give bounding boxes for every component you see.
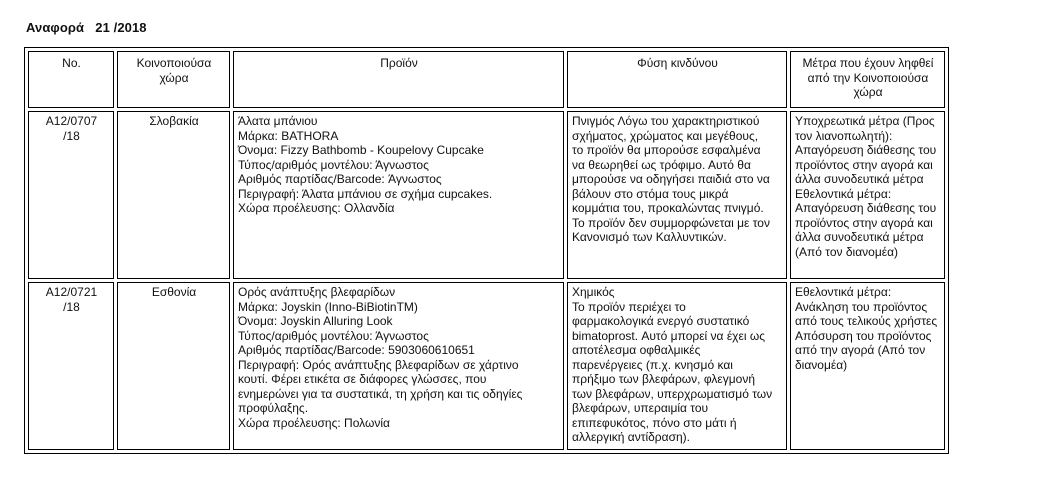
header-risk-nature: Φύση κινδύνου	[567, 51, 787, 108]
cell-notification-number: A12/0707 /18	[28, 111, 114, 279]
cell-risk-description: Πνιγμός Λόγω του χαρακτηριστικού σχήματος, χρώματος και μεγέθους, το προϊόν θα μπορούσε εσφαλμένα να θεωρηθεί ως τρόφιμο. Αυτό θα μπορούσε να οδηγήσει παιδιά στο να βάλουν στο στόμα τους μικρά κομμάτια του, προκαλώντας πνιγμό. Το προϊόν δεν συμμορφώνεται με τον Κανονισμό των Καλλυντικών.	[567, 111, 787, 279]
cell-notifying-country: Σλοβακία	[117, 111, 230, 279]
table-row	[28, 282, 945, 450]
table-header-row	[28, 51, 945, 108]
cell-notification-number: A12/0721 /18	[28, 282, 114, 450]
header-no: No.	[28, 51, 114, 108]
cell-measures-taken: Εθελοντικά μέτρα: Ανάκληση του προϊόντος από τους τελικούς χρήστες Απόσυρση του προϊόντος από την αγορά (Από τον διανομέα)	[790, 282, 945, 450]
cell-notifying-country: Εσθονία	[117, 282, 230, 450]
cell-measures-taken: Υποχρεωτικά μέτρα (Προς τον λιανοπωλητή): Απαγόρευση διάθεσης του προϊόντος στην αγορά και άλλα συνοδευτικά μέτρα Εθελοντικά μέτρα: Απαγόρευση διάθεσης του προϊόντος στην αγορά και άλλα συνοδευτικά μέτρα (Από τον διανομέα)	[790, 111, 945, 279]
rapex-report-table	[24, 47, 949, 454]
report-title: Αναφορά 21 /2018	[26, 20, 147, 35]
cell-product-description: Ορός ανάπτυξης βλεφαρίδων Μάρκα: Joyskin (Inno-BiBiotinTM) Όνομα: Joyskin Alluring Look Τύπος/αριθμός μοντέλου: Άγνωστος Αριθμός παρτίδας/Barcode: 5903060610651 Περιγραφή: Ορός ανάπτυξης βλεφαρίδων σε χάρτινο κουτί. Φέρει ετικέτα σε διάφορες γλώσσες, που ενημερώνει για τα συστατικά, τη χρήση και τις οδηγίες προφύλαξης. Χώρα προέλευσης: Πολωνία	[233, 282, 564, 450]
header-notifying-country: Κοινοποιούσα χώρα	[117, 51, 230, 108]
cell-product-description: Άλατα μπάνιου Μάρκα: BATHORA Όνομα: Fizzy Bathbomb - Koupelovy Cupcake Τύπος/αριθμός μοντέλου: Άγνωστος Αριθμός παρτίδας/Barcode: Άγνωστος Περιγραφή: Άλατα μπάνιου σε σχήμα cupcakes. Χώρα προέλευσης: Ολλανδία	[233, 111, 564, 279]
cell-risk-description: Χημικός Το προϊόν περιέχει το φαρμακολογικά ενεργό συστατικό bimatoprost. Αυτό μπορεί να έχει ως αποτέλεσμα οφθαλμικές παρενέργειες (π.χ. κνησμό και πρήξιμο των βλεφάρων, φλεγμονή των βλεφάρων, υπερχρωματισμό των βλεφάρων, υπεραιμία του επιπεφυκότος, πόνο στο μάτι ή αλλεργική αντίδραση).	[567, 282, 787, 450]
header-product: Προϊόν	[233, 51, 564, 108]
header-measures-taken: Μέτρα που έχουν ληφθεί από την Κοινοποιούσα χώρα	[790, 51, 945, 108]
table-row	[28, 111, 945, 279]
